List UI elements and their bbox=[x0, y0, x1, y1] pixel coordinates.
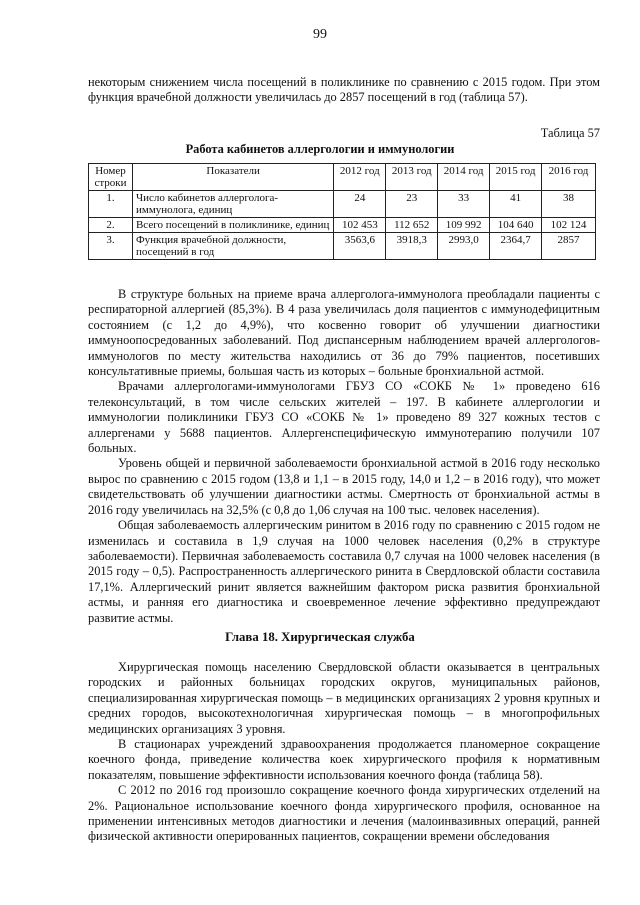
intro-paragraph: некоторым снижением числа посещений в поликлинике по сравнению с 2015 годом. При этом функция врачебной должности увеличилась до 2857 посещений в год (таблица 57). bbox=[88, 75, 600, 105]
intro-block bbox=[88, 75, 600, 106]
value-cell: 104 640 bbox=[490, 218, 542, 233]
header-cell: 2013 год bbox=[386, 164, 438, 191]
body-paragraph: Врачами аллергологами-иммунологами ГБУЗ СО «СОКБ № 1» проведено 616 телеконсультаций, в том числе сельских жителей – 197. В кабинете аллергологии и иммунологии поликлиники ГБУЗ СО «СОКБ № 1» проведено 89 327 кожных тестов с аллергенами у 5688 пациентов. Аллергенспецифическую иммунотерапию получили 107 больных. bbox=[88, 379, 600, 456]
header-cell: Номер строки bbox=[89, 164, 133, 191]
body-paragraph: Уровень общей и первичной заболеваемости бронхиальной астмой в 2016 году несколько вырос по сравнению с 2015 годом (13,8 и 1,1 – в 2015 году, 14,0 и 1,2 – в 2016 году), что может свидетельствовать об улучшении диагностики астмы. Смертность от бронхиальной астмы в 2016 году увеличилась на 32,5% (с 0,8 до 1,06 случая на 100 тыс. человек населения). bbox=[88, 456, 600, 517]
table-label: Таблица 57 bbox=[540, 126, 600, 140]
header-cell: 2015 год bbox=[490, 164, 542, 191]
indicator-cell: Функция врачебной должности, посещений в год bbox=[132, 233, 333, 260]
value-cell: 102 124 bbox=[542, 218, 596, 233]
value-cell: 3563,6 bbox=[334, 233, 386, 260]
value-cell: 24 bbox=[334, 191, 386, 218]
table-header-row bbox=[89, 164, 596, 191]
value-cell: 2364,7 bbox=[490, 233, 542, 260]
value-cell: 3918,3 bbox=[386, 233, 438, 260]
header-cell: 2014 год bbox=[438, 164, 490, 191]
table-row bbox=[89, 218, 596, 233]
data-table bbox=[88, 163, 596, 260]
page-number: 99 bbox=[313, 27, 327, 42]
allergy-section bbox=[88, 287, 600, 626]
header-cell: 2012 год bbox=[334, 164, 386, 191]
value-cell: 41 bbox=[490, 191, 542, 218]
indicator-cell: Число кабинетов аллерголога-иммунолога, единиц bbox=[132, 191, 333, 218]
body-paragraph: В структуре больных на приеме врача аллерголога-иммунолога преобладали пациенты с респираторной аллергией (85,3%). В 4 раза увеличилась доля пациентов с иммунодефицитным состоянием (с 1,2 до 4,9%), что косвенно говорит об улучшении диагностики иммуноопосредованных заболеваний. Под диспансерным наблюдением врачей аллергологов-иммунологов по месту жительства находились от 36 до 79% пациентов, посетивших консультативные приемы, большая часть из которых – больные бронхиальной астмой. bbox=[88, 287, 600, 379]
surgery-section bbox=[88, 660, 600, 845]
header-cell: Показатели bbox=[132, 164, 333, 191]
value-cell: 109 992 bbox=[438, 218, 490, 233]
value-cell: 23 bbox=[386, 191, 438, 218]
value-cell: 2993,0 bbox=[438, 233, 490, 260]
value-cell: 112 652 bbox=[386, 218, 438, 233]
body-paragraph: Хирургическая помощь населению Свердловской области оказывается в центральных городских и районных больницах городских округов, муниципальных районов, специализированная хирургическая помощь – в медицинских организациях 2 уровня крупных и средних городов, высокотехнологичная хирургическая помощь – в многопрофильных медицинских организациях 3 уровня. bbox=[88, 660, 600, 736]
indicator-cell: Всего посещений в поликлинике, единиц bbox=[132, 218, 333, 233]
value-cell: 38 bbox=[542, 191, 596, 218]
value-cell: 102 453 bbox=[334, 218, 386, 233]
header-cell: 2016 год bbox=[542, 164, 596, 191]
table-title: Работа кабинетов аллергологии и иммунологии bbox=[185, 142, 455, 156]
body-paragraph: Общая заболеваемость аллергическим ринитом в 2016 году по сравнению с 2015 годом не изменилась и составила в 1,9 случая на 1000 человек населения (0,2% в структуре заболеваемости). Первичная заболеваемость составила 0,7 случая на 1000 человек населения (в 2015 году – 0,5). Распространенность аллергического ринита в Свердловской области составила 17,1%. Аллергический ринит является важнейшим фактором риска развития бронхиальной астмы, и ранняя его диагностика и своевременное лечение эффективно предупреждают развитие астмы. bbox=[88, 518, 600, 625]
chapter-title: Глава 18. Хирургическая служба bbox=[225, 630, 415, 644]
row-number: 1. bbox=[89, 191, 133, 218]
body-paragraph: В стационарах учреждений здравоохранения продолжается планомерное сокращение коечного фонда, приведение количества коек хирургического профиля к нормативным показателям, повышение эффективности использования коечного фонда (таблица 58). bbox=[88, 737, 600, 782]
row-number: 3. bbox=[89, 233, 133, 260]
body-paragraph: С 2012 по 2016 год произошло сокращение коечного фонда хирургических отделений на 2%. Рациональное использование коечного фонда хирургического профиля, основанное на применении интенсивных методов диагностики и лечения (малоинвазивных операций, ранней физической активности оперированных пациентов, сокращении времени обследования bbox=[88, 783, 600, 844]
value-cell: 2857 bbox=[542, 233, 596, 260]
table-row bbox=[89, 233, 596, 260]
row-number: 2. bbox=[89, 218, 133, 233]
table-row bbox=[89, 191, 596, 218]
value-cell: 33 bbox=[438, 191, 490, 218]
